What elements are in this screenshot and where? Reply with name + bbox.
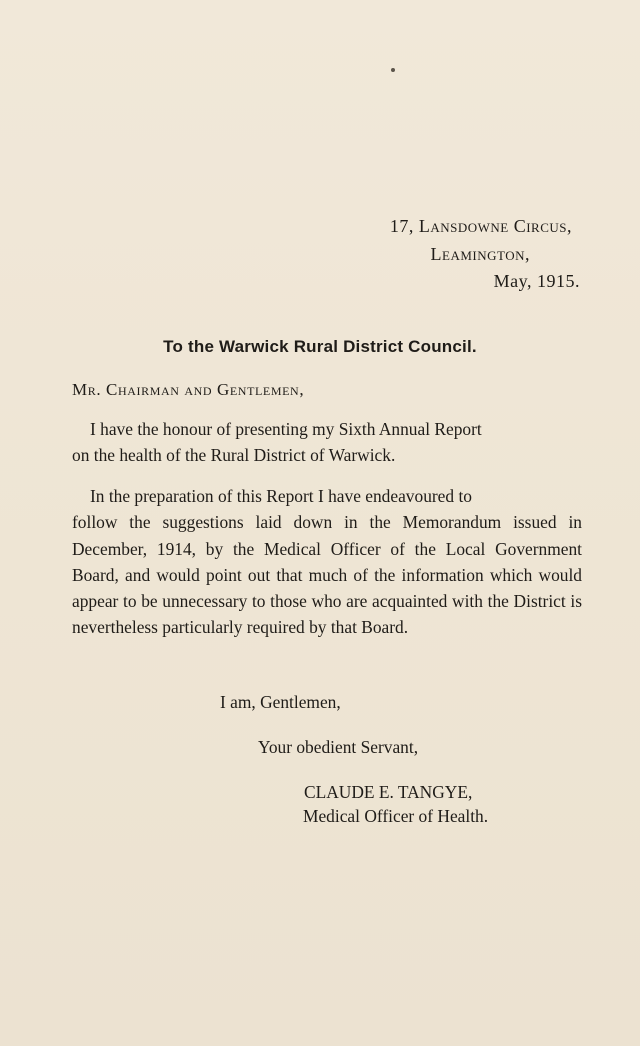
signatory-name: CLAUDE E. TANGYE,	[304, 782, 473, 802]
closing-line-1: I am, Gentlemen,	[220, 692, 341, 712]
paragraph-2-rest: follow the suggestions laid down in the Memorandum issued in December, 1914, by the Medical Officer of the Local Government Board, and would point out that much of the information which would appear to be unnecessary to those who are acquainted with the District is nevertheless particularly required by that Board.	[72, 512, 582, 638]
address-date: May, 1915.	[493, 271, 580, 291]
salutation: Mr. Chairman and Gentlemen,	[72, 380, 305, 399]
paragraph-1	[72, 416, 582, 469]
paragraph-1-rest: on the health of the Rural District of Warwick.	[72, 445, 396, 466]
closing-line-2: Your obedient Servant,	[258, 737, 419, 757]
signatory-title: Medical Officer of Health.	[303, 806, 489, 826]
paragraph-1-first-line: I have the honour of presenting my Sixth Annual Report	[90, 419, 482, 439]
paragraph-2	[72, 483, 582, 641]
paragraph-2-first-line: In the preparation of this Report I have endeavoured to	[90, 486, 472, 506]
address-line-1: 17, Lansdowne Circus,	[389, 216, 572, 236]
letter-heading: To the Warwick Rural District Council.	[163, 337, 477, 356]
address-line-2: Leamington,	[430, 244, 530, 264]
ink-speck	[391, 68, 395, 72]
